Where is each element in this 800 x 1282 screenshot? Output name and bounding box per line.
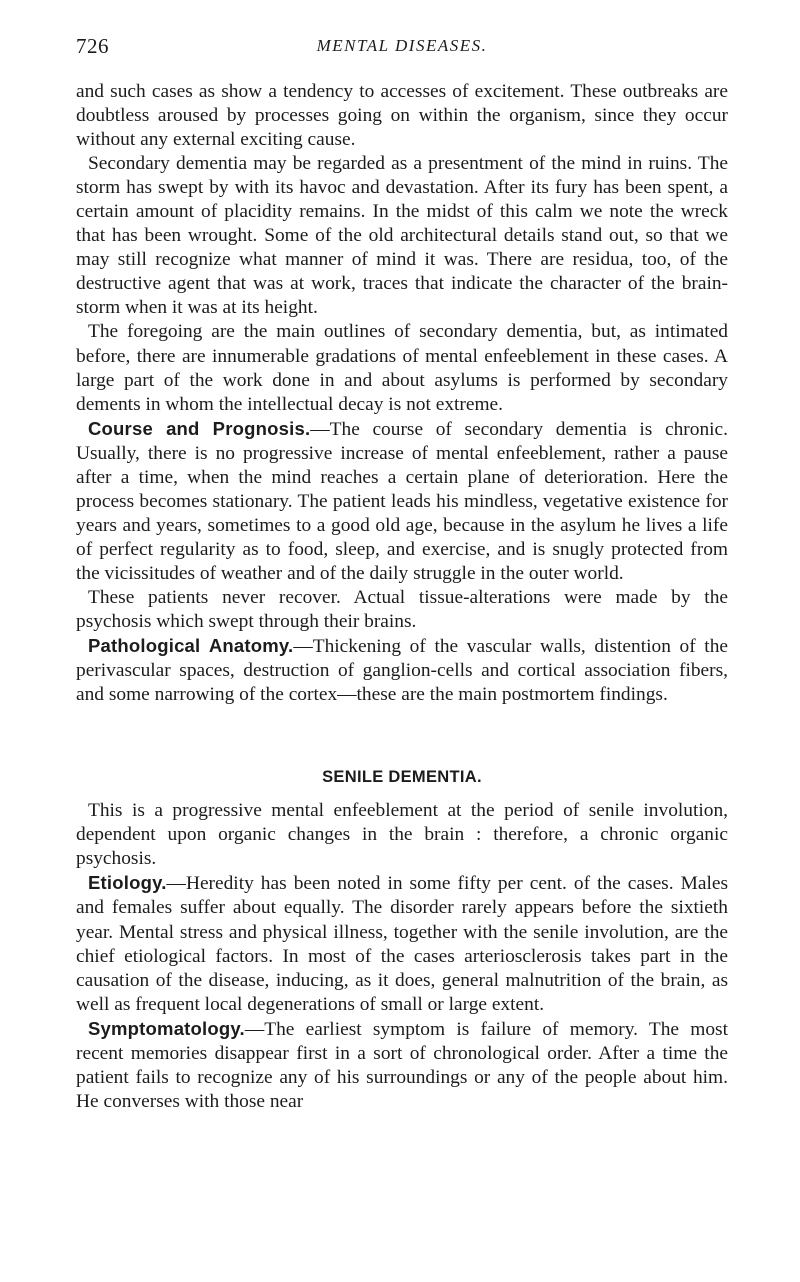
running-title: MENTAL DISEASES. [316,36,488,55]
paragraph-text: —The course of secondary dementia is chronic. Usually, there is no progressive increase of mental enfeeblement, rather a pause after a time, when the mind reaches a certain plane of deterioration. Here the process becomes stationary. The patient leads his mindless, vegetative existence for years and years, sometimes to a good old age, because in the asylum he lives a life of perfect regularity as to food, sleep, and exercise, and is snugly protected from the vicissitudes of weather and of the daily struggle in the outer world. [76,418,728,584]
paragraph [76,871,728,1016]
paragraph-text: These patients never recover. Actual tissue-alterations were made by the psychosis which swept through their brains. [76,586,728,633]
paragraph-text: —Thickening of the vascular walls, distention of the perivascular spaces, destruction of ganglion-cells and cortical association fibers, and some narrowing of the cortex—these are the main postmortem findings. [76,636,728,706]
paragraph [76,152,728,320]
run-in-heading-etiology: Etiology. [88,872,167,894]
running-head [76,30,728,64]
run-in-heading-course-and-prognosis: Course and Prognosis. [88,417,311,439]
section-heading: SENILE DEMENTIA. [322,768,482,787]
paragraph-text: The foregoing are the main outlines of secondary dementia, but, as intimated before, there are innumerable gradations of mental enfeeblement in these cases. A large part of the work done in and about asylums is performed by secondary dements in whom the intellectual decay is not extreme. [76,321,728,415]
paragraph [76,1017,728,1114]
paragraph [76,417,728,586]
paragraph-text: Secondary dementia may be regarded as a presentment of the mind in ruins. The storm has swept by with its havoc and devastation. After its fury has been spent, a certain amount of placidity remains. In the midst of this calm we note the wreck that has been wrought. Some of the old architectural details stand out, so that we may still recognize what manner of mind it was. There are residua, too, of the destructive agent that was at work, traces that indicate the character of the brain-storm when it was at its height. [76,153,728,319]
paragraph-text: and such cases as show a tendency to accesses of excitement. These outbreaks are doubtless aroused by processes going on within the organism, since they occur without any external exciting cause. [76,81,728,151]
body-text [76,80,728,1114]
paragraph-text: This is a progressive mental enfeeblement at the period of senile involution, dependent upon organic changes in the brain : therefore, a chronic organic psychosis. [76,800,728,870]
paragraph-text: —Heredity has been noted in some fifty per cent. of the cases. Males and females suffer about equally. The disorder rarely appears before the sixtieth year. Mental stress and physical illness, together with the senile involution, are the chief etiological factors. In most of the cases arteriosclerosis takes part in the causation of the disease, inducing, as it does, general malnutrition of the brain, as well as frequent local degenerations of small or large extent. [76,873,728,1015]
page-number: 726 [76,34,109,58]
paragraph [76,586,728,634]
run-in-heading-symptomatology: Symptomatology. [88,1017,245,1039]
paragraph [76,799,728,871]
paragraph [76,634,728,707]
paragraph-text: —The earliest symptom is failure of memory. The most recent memories disappear first in a sort of chronological order. After a time the patient fails to recognize any of his surroundings or any of the people about him. He converses with those near [76,1018,728,1112]
run-in-heading-pathological-anatomy: Pathological Anatomy. [88,635,294,657]
paragraph [76,80,728,152]
paragraph [76,320,728,416]
book-page [76,30,728,1114]
